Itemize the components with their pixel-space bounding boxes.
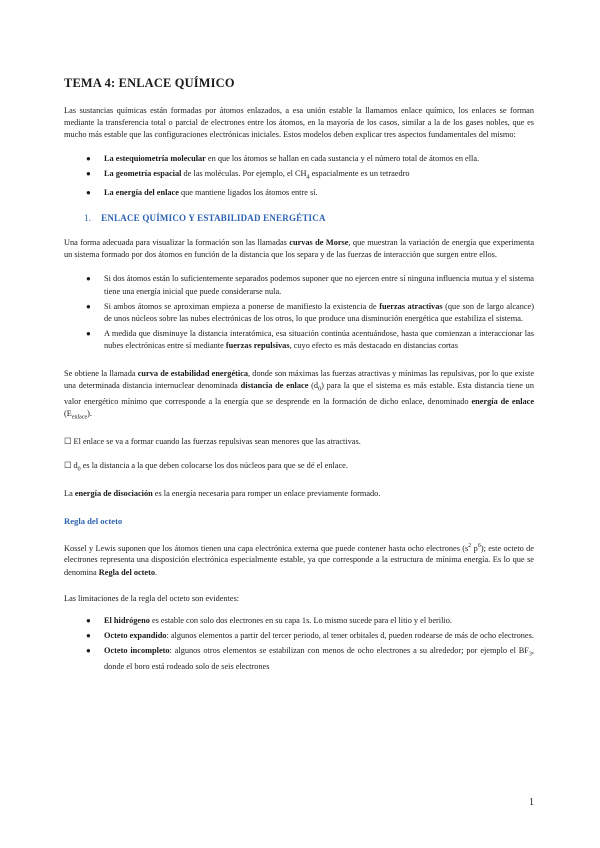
bold-term: energía de enlace [471, 396, 535, 406]
text-run: ); este octeto de electrones representa una disposición electrónica especialmente estable, ya que corresponde a la estructura de mínima energía. Es lo que se denomina [64, 543, 534, 577]
text-run: Una forma adecuada para visualizar la formación son las llamadas [64, 238, 290, 248]
subscript: enlace [71, 414, 88, 421]
octet-paragraph [64, 540, 534, 579]
bold-term: Regla del octeto [98, 567, 156, 577]
bullet-icon: ● [86, 328, 91, 338]
list-item [64, 615, 534, 627]
item-text: es estable con solo dos electrones en su capa 1s. Lo mismo sucede para el litio y el berilio. [149, 615, 452, 625]
superscript: 6 [477, 542, 481, 549]
list-item [64, 301, 534, 325]
text-run: , donde son máximas las fuerzas atractivas y mínimas las repulsivas, por lo que existe una determinada distancia internuclear denominada [64, 368, 535, 391]
text-run: (E [64, 408, 72, 418]
dissociation-paragraph [64, 488, 534, 500]
limits-list [64, 615, 534, 673]
note-distance [64, 460, 534, 476]
text-run: ☐ d [64, 460, 78, 470]
item-text: Si dos átomos están lo suficientemente separados podemos suponer que no ejercen entre sí ninguna influencia mutua y el sistema tiene una energía inicial que puede considerarse nula. [104, 274, 534, 296]
bold-term: fuerzas atractivas [379, 301, 443, 311]
note-repulsive: ☐ El enlace se va a formar cuando las fuerzas repulsivas sean menores que las atractivas. [64, 436, 361, 446]
list-item [64, 273, 534, 297]
list-item [64, 187, 534, 199]
subscript: 0 [318, 386, 322, 393]
bullet-icon: ● [86, 615, 91, 625]
superscript: 2 [468, 542, 472, 549]
item-text: , cuyo efecto es más destacado en distancias cortas [289, 340, 458, 350]
page-title: TEMA 4: ENLACE QUÍMICO [64, 76, 235, 90]
text-run: La [64, 488, 75, 498]
text-run: es la energía necesaria para romper un enlace previamente formado. [152, 488, 381, 498]
morse-list [64, 273, 534, 352]
text-run: Se obtiene la llamada [64, 368, 138, 378]
item-text: , donde el boro está rodeado solo de seis electrones [104, 645, 534, 671]
bold-term: La geometría espacial [104, 169, 182, 179]
text-run: Kossel y Lewis suponen que los átomos tienen una capa electrónica externa que puede contener hasta ocho electrones (s [64, 543, 469, 553]
bold-term: energía de disociación [74, 488, 153, 498]
text-run: , que muestran la variación de energía que experimenta un sistema formado por dos átomos en función de la distancia que los separa y de las fuerzas de interacción que surgen entre ellos. [64, 238, 534, 260]
bold-term: distancia de enlace [240, 381, 309, 391]
bullet-icon: ● [86, 301, 91, 311]
bold-term: curva de estabilidad energética [137, 368, 249, 378]
bullet-icon: ● [86, 630, 91, 640]
list-item [64, 645, 534, 673]
item-text: : algunos otros elementos se estabilizan con menos de ocho electrones a su alrededor; por ejemplo el BF [169, 645, 529, 655]
section-number: 1. [84, 213, 92, 224]
text-run: (d [308, 381, 319, 391]
text-run: ). [87, 408, 93, 418]
limits-paragraph: Las limitaciones de la regla del octeto son evidentes: [64, 593, 240, 603]
curve-paragraph [64, 368, 534, 424]
subscript: 0 [77, 466, 81, 473]
page-number: 1 [529, 797, 534, 808]
bullet-icon: ● [86, 188, 91, 198]
bold-term: El hidrógeno [104, 615, 150, 625]
bold-term: La estequiometría molecular [104, 154, 206, 164]
bullet-icon: ● [86, 154, 91, 164]
item-text: espacialmente es un tetraedro [309, 169, 410, 179]
list-item [64, 630, 534, 642]
item-text: : algunos elementos a partir del tercer periodo, al tener orbitales d, pueden rodearse de más de ocho electrones. [166, 630, 534, 640]
list-item [64, 168, 534, 184]
text-run: . [155, 567, 158, 577]
section-heading [64, 213, 534, 223]
list-item [64, 328, 534, 352]
bold-term: fuerzas repulsivas [225, 340, 290, 350]
aspects-list [64, 153, 534, 199]
item-text: (que son de largo alcance) de unos núcleos sobre las nubes electrónicas de los otros, lo que produce una disminución energética que estabiliza el sistema. [104, 301, 535, 323]
bold-term: Octeto incompleto [104, 645, 170, 655]
section-title: ENLACE QUÍMICO Y ESTABILIDAD ENERGÉTICA [101, 213, 326, 224]
intro-paragraph: Las sustancias químicas están formadas por átomos enlazados, a esa unión estable la llamamos enlace químico, los enlaces se forman mediante la transferencia total o parcial de electrones entre los átomos, en la mayoría de los casos, similar a la de los gases nobles, que es mucho más estable que las configuraciones electrónicas iniciales. Estos modelos deben explicar tres aspectos fundamentales del mismo: [64, 106, 534, 140]
item-text: en que los átomos se hallan en cada sustancia y el número total de átomos en ella. [205, 154, 480, 164]
morse-paragraph [64, 237, 534, 261]
bold-term: curvas de Morse [289, 238, 349, 248]
item-text: de las moléculas. Por ejemplo, el CH [181, 169, 307, 179]
bullet-icon: ● [86, 274, 91, 284]
item-text: Si ambos átomos se aproximan empieza a ponerse de manifiesto la existencia de [104, 301, 380, 311]
text-run: p [471, 543, 478, 553]
bullet-icon: ● [86, 645, 91, 655]
octet-heading: Regla del octeto [64, 515, 123, 526]
item-text: que mantiene ligados los átomos entre sí. [178, 188, 318, 198]
list-item [64, 153, 534, 165]
bullet-icon: ● [86, 169, 91, 179]
bold-term: La energía del enlace [104, 188, 179, 198]
item-text: A medida que disminuye la distancia interatómica, esa situación continúa acentuándose, hasta que comienzan a interaccionar las nubes electrónicas entre sí mediante [104, 328, 534, 350]
page-content [64, 76, 534, 673]
text-run: es la distancia a la que deben colocarse los dos núcleos para que se dé el enlace. [80, 460, 348, 470]
subscript: 3 [528, 651, 532, 658]
bold-term: Octeto expandido [104, 630, 167, 640]
text-run: ) para la que el sistema es más estable. Esta distancia tiene un valor energético mínimo que corresponde a la energía que se desprende en la formación de dicho enlace, denominado [64, 381, 534, 406]
subscript: 4 [306, 175, 310, 182]
